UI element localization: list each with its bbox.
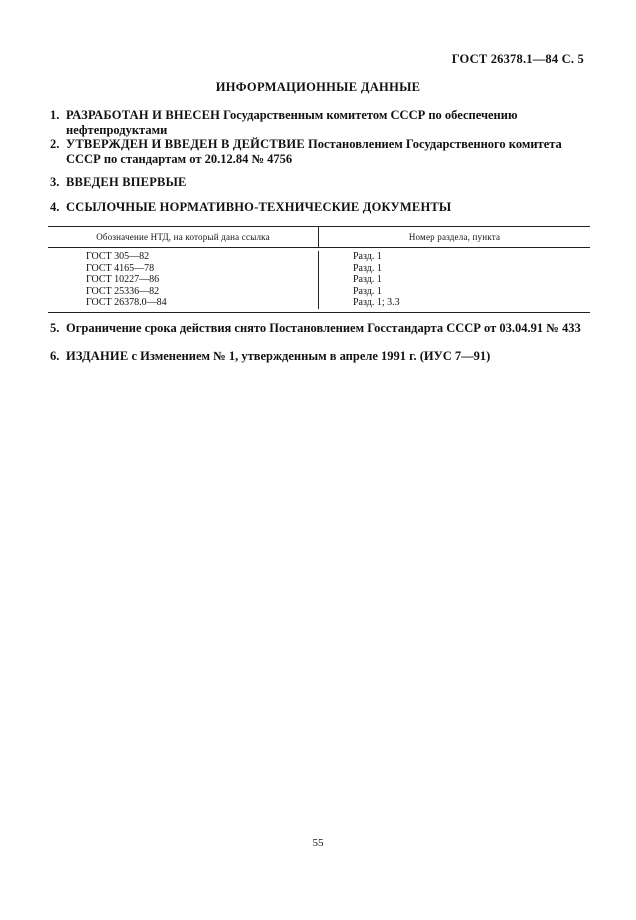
item-number: 6. [50, 349, 60, 363]
item-caps: ИЗДАНИЕ [66, 349, 129, 363]
item-number: 5. [50, 321, 60, 335]
table-cell-section: Разд. 1; 3.3 [353, 297, 400, 308]
item-number: 1. [50, 108, 60, 122]
table-body [48, 248, 590, 312]
reference-documents-table [48, 226, 590, 313]
item-number: 2. [50, 137, 60, 151]
item-text: с Изменением № 1, утвержденным в апреле 1991 г. (ИУС 7—91) [128, 349, 491, 363]
table-cell-document: ГОСТ 4165—78 [86, 262, 155, 274]
page-number: 55 [312, 837, 324, 849]
info-item-4 [50, 200, 590, 215]
table-cell-section: Разд. 1 [353, 262, 382, 274]
info-item-1 [50, 108, 590, 138]
column-header-document: Обозначение НТД, на который дана ссылка [48, 227, 319, 247]
item-number: 3. [50, 175, 60, 189]
item-caps: ВВЕДЕН ВПЕРВЫЕ [66, 175, 187, 189]
table-header [48, 227, 590, 248]
document-column [48, 251, 319, 309]
table-cell-section: Разд. 1 [353, 274, 382, 285]
page-title: ИНФОРМАЦИОННЫЕ ДАННЫЕ [215, 80, 421, 94]
item-caps: УТВЕРЖДЕН И ВВЕДЕН В ДЕЙСТВИЕ [66, 137, 305, 151]
item-number: 4. [50, 200, 60, 214]
table-cell-document: ГОСТ 26378.0—84 [86, 297, 167, 308]
item-text: Государственным комитетом СССР по обеспечению нефтепродуктами [66, 108, 518, 137]
item-caps: РАЗРАБОТАН И ВНЕСЕН [66, 108, 221, 122]
item-text: Постановлением Государственного комитета СССР по стандартам от 20.12.84 № 4756 [66, 137, 562, 166]
column-header-section: Номер раздела, пункта [408, 232, 501, 242]
section-column [319, 251, 590, 309]
table-cell-document: ГОСТ 10227—86 [86, 274, 160, 285]
info-item-2 [50, 137, 590, 167]
info-item-5 [50, 321, 590, 336]
table-cell-section: Разд. 1 [353, 251, 382, 262]
info-item-6 [50, 349, 590, 364]
item-caps: ССЫЛОЧНЫЕ НОРМАТИВНО-ТЕХНИЧЕСКИЕ ДОКУМЕНТЫ [66, 200, 452, 214]
info-item-3 [50, 175, 590, 190]
table-cell-section: Разд. 1 [353, 285, 382, 297]
standard-header: ГОСТ 26378.1—84 С. 5 [451, 52, 584, 66]
item-text: Ограничение срока действия снято Постановлением Госстандарта СССР от 03.04.91 № 433 [66, 321, 581, 335]
table-cell-document: ГОСТ 305—82 [86, 251, 150, 262]
table-cell-document: ГОСТ 25336—82 [86, 285, 160, 297]
